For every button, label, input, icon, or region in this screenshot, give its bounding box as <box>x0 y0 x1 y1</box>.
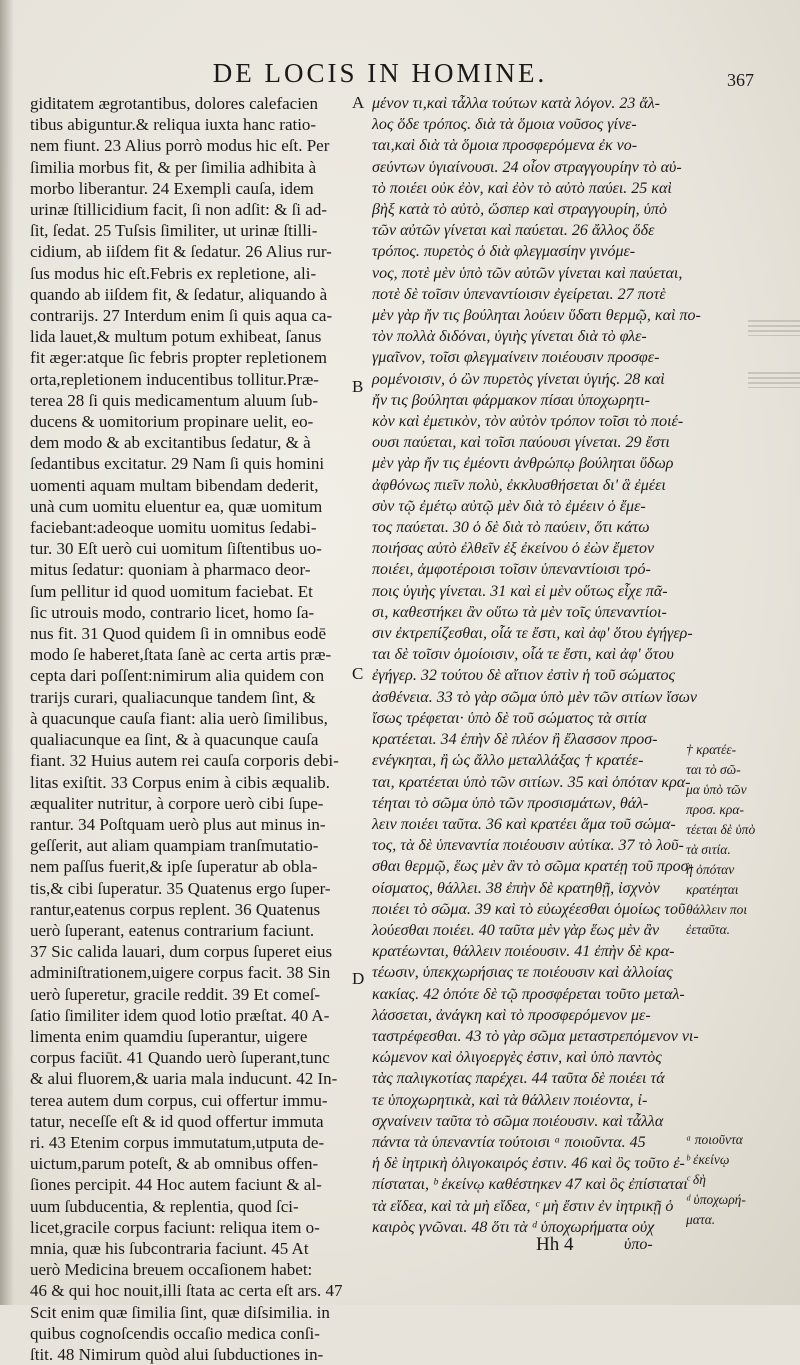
greek-text-line: σὺν τῷ ἐμέτῳ αὐτῷ μὲν διὰ τὸ ἐμέειν ὁ ἔμε- <box>372 497 646 515</box>
margin-note-line: ἢ ὁπόταν <box>686 862 735 877</box>
margin-note-line: μα ὑπὸ τῶν <box>686 782 747 797</box>
latin-text-line: quando ab iiſdem fit, & ſedatur, aliquando à <box>30 284 328 304</box>
latin-text-line: urinæ ſtillicidium facit, ſi non adſit: & ſi ad- <box>30 200 327 220</box>
greek-text-line: κώμενον καὶ ὀλιγοεργὲς ἐστιν, καὶ ὑπὸ παντὸς <box>372 1049 662 1067</box>
latin-text-line: fit æger:atque ſic febris propter repletionem <box>30 348 327 368</box>
latin-text-line: fiant. 32 Huius autem rei cauſa corporis debi- <box>30 751 339 771</box>
greek-text-line: ται δὲ τοῖσιν ὁμοίοισιν, οἷά τε ἔστι, καὶ ἀφ' ὅτου <box>372 646 674 664</box>
greek-text-line: νος, ποτὲ μὲν ὑπὸ τῶν αὐτῶν γίνεται καὶ παύεται, <box>372 264 683 282</box>
latin-text-line: ſtit. 48 Nimirum quòd alui ſubductiones in- <box>30 1344 324 1364</box>
greek-text-line: μένον τι,καὶ τἆλλα τούτων κατὰ λόγον. 23 ἄλ- <box>372 95 661 112</box>
latin-text-line: ducens & uomitorium propinare uelit, eo- <box>30 412 314 432</box>
greek-text-line: τὰ εἴδεα, καὶ τὰ μὴ εἴδεα, ᶜ μὴ ἔστιν ἐν ἰητρικῇ ὁ <box>372 1197 674 1215</box>
greek-text-line: οίσματος, θάλλει. 38 ἐπὴν δὲ κρατηθῇ, ἰσχνὸν <box>372 879 660 897</box>
latin-text-line: & alui fluorem,& uaria mala inducunt. 42 In- <box>30 1069 338 1089</box>
signature-mark: Hh 4 <box>536 1234 574 1255</box>
latin-text-line: unà cum uomitu eluentur ea, quæ uomitum <box>30 496 323 516</box>
latin-text-line: nem fiunt. 23 Alius porrò modus hic eſt. Per <box>30 136 330 156</box>
margin-notes-lower <box>686 1130 792 1230</box>
latin-text-line: terea 28 ſi quis medicamentum aluum ſub- <box>30 390 318 410</box>
latin-text-line: ri. 43 Etenim corpus immutatum,utputa de- <box>30 1132 325 1152</box>
margin-note-line: θάλλειν ποι <box>686 902 748 917</box>
latin-text-line: nus fit. 31 Quod quidem ſi in omnibus eodē <box>30 624 327 644</box>
latin-text-line: à quacunque cauſa fiant: alia uerò ſimilibus, <box>30 708 328 728</box>
latin-text-line: licet,gracile corpus faciunt: reliqua item o- <box>30 1217 320 1237</box>
greek-text-line: σι, καθεστήκει ἂν οὕτω τὰ μὲν τοῖς ὑπεναντίοι- <box>372 603 667 621</box>
latin-text-line: adminiſtrationem,uigere corpus facit. 38 Sin <box>30 963 331 983</box>
latin-text-line: rantur. 34 Poſtquam uerò plus aut minus in- <box>30 814 326 834</box>
greek-text-line: ται,καὶ διὰ τὰ ὅμοια προσφερόμενα ἐκ νο- <box>372 137 638 155</box>
latin-text-line: giditatem ægrotantibus, dolores calefacien <box>30 94 318 113</box>
section-letter-a: A <box>352 93 365 112</box>
greek-text-line: ουσι παύεται, καὶ τοῖσι παύουσι γίνεται. 29 ἔστι <box>372 434 670 452</box>
margin-note-line: ἐεταῦτα. <box>686 922 731 937</box>
greek-text-line: σιν ἐκτρεπίζεσθαι, οἷά τε ἔστι, καὶ ἀφ' ὅτου ἐγήγερ- <box>372 625 693 643</box>
latin-text-line: terea autem dum corpus, cui offertur immu- <box>30 1090 328 1110</box>
greek-text-line: τος παύεται. 30 ὁ δὲ διὰ τὸ παύειν, ὅτι κάτω <box>372 519 650 537</box>
greek-text-line: ἤν τις βούληται φάρμακον πίσαι ὑποχωρητι- <box>372 391 650 409</box>
latin-text-line: modo ſe haberet,ſtata ſanè ac certa artis præ- <box>30 645 332 665</box>
section-letter-b: B <box>352 377 364 396</box>
latin-text-line: morbo liberantur. 24 Exempli cauſa, idem <box>30 178 314 198</box>
greek-text-line: τέηται τὸ σῶμα ὑπὸ τῶν προσισμάτων, θάλ- <box>372 794 649 812</box>
greek-text-line: βὴξ κατὰ τὸ αὐτὸ, ὥσπερ καὶ στραγγουρίη, ὑπὸ <box>372 201 667 219</box>
greek-text-line: γμαῖνον, τοῖσι φλεγμαίνειν ποιέουσιν προσφε- <box>372 349 660 367</box>
section-letter-c: C <box>352 664 364 683</box>
latin-text-line: corpus faciūt. 41 Quando uerò ſuperant,tunc <box>30 1048 330 1068</box>
margin-note-line: τέεται δὲ ὑπὸ <box>686 822 756 837</box>
greek-text-line: πίσταται, ᵇ ἐκείνῳ καθέστηκεν 47 καὶ ὃς ἐπίσταται <box>372 1176 688 1194</box>
greek-text-line: καιρὸς γνῶναι. 48 ὅτι τὰ ᵈ ὑποχωρήματα οὐχ <box>372 1218 655 1236</box>
latin-text-line: ſic utrouis modo, contrario licet, homo ſa- <box>30 602 315 622</box>
latin-text-line: orta,repletionem inducentibus tollitur.Præ- <box>30 369 319 389</box>
margin-note-line: ματα. <box>686 1212 716 1227</box>
gutter-shadow <box>0 0 14 1305</box>
greek-text-line: λούεσθαι ποιέει. 40 ταῦτα μὲν γὰρ ἕως μὲν ἂν <box>372 921 660 939</box>
latin-text-line: 37 Sic calida lauari, dum corpus ſuperet eius <box>30 942 333 962</box>
greek-text-line: ποις ὑγιὴς γίνεται. 31 καὶ εἰ μὲν οὕτως εἶχε πᾶ- <box>372 582 668 600</box>
greek-text-line: τὰς παλιγκοτίας παρέχει. 44 ταῦτα δὲ ποιέει τά <box>372 1070 665 1088</box>
greek-text-line: τὸν πολλὰ διδόναι, ὑγιὴς γίνεται διὰ τὸ φλε- <box>372 328 647 346</box>
latin-text-line: ſedantibus excitatur. 29 Nam ſi quis homini <box>30 454 325 474</box>
greek-text-line: τε ὑποχωρητικὰ, καὶ τὰ θάλλειν ποιέοντα, ἰ- <box>372 1091 648 1109</box>
latin-text-line: rantur,eatenus corpus replent. 36 Quatenus <box>30 899 321 919</box>
running-title: DE LOCIS IN HOMINE. <box>212 58 548 88</box>
margin-note-line: τὰ σιτία. <box>686 842 731 857</box>
latin-text-line: lida lauet,& multum potum exhibeat, ſanus <box>30 327 322 347</box>
latin-text-line: ſum pellitur id quod uomitum faciebat. Et <box>30 581 313 601</box>
margin-note-line: ᵃ ποιοῦντα <box>686 1132 743 1147</box>
latin-text-line: nem paſſus fuerit,& ipſe ſuperatur ab obla- <box>30 857 318 877</box>
greek-text-line: τὸ ποιέει οὐκ ἐὸν, καὶ ἐὸν τὸ αὐτὸ παύει. 25 καὶ <box>372 179 672 197</box>
greek-text-line: τῶν αὐτῶν γίνεται καὶ παύεται. 26 ἄλλος ὅδε <box>372 222 655 240</box>
latin-text-line: ſiones percipit. 44 Hoc autem faciunt & al- <box>30 1175 322 1195</box>
greek-text-line: τρόπος. πυρετὸς ὁ διὰ φλεγμασίην γινόμε- <box>372 243 636 261</box>
greek-text-line: μὲν γὰρ ἤν τις βούληται λούειν ὕδατι θερμῷ, καὶ πο- <box>372 307 701 325</box>
greek-text-line: τος, τὰ δὲ ὑπεναντία ποιέουσιν αὐτίκα. 37 τὸ λοῦ- <box>372 837 684 855</box>
greek-text-line: κὸν καὶ ἐμετικὸν, τὸν αὐτὸν τρόπον τοῖσι τὸ ποιέ- <box>372 413 684 431</box>
latin-text-line: ſatio ſimiliter idem quod lotio præſtat. 40 A- <box>30 1005 330 1025</box>
latin-text-line: qualiacunque ea ſint, & à quacunque cauſa <box>30 730 319 750</box>
latin-text-line: ſimilia morbus fit, & per ſimilia adhibita à <box>30 157 317 177</box>
greek-text-line: λειν ποιέει ταῦτα. 36 καὶ κρατέει ἅμα τοῦ σώμα- <box>372 815 676 833</box>
latin-text-line: limenta enim quamdiu ſuperantur, uigere <box>30 1026 308 1046</box>
latin-text-line: 46 & qui hoc nouit,illi ſtata ac certa eſt ars. 47 <box>30 1281 343 1301</box>
latin-text-line: tis,& cibi ſuperatur. 35 Quatenus ergo ſuper- <box>30 878 331 898</box>
latin-text-line: faciebant:adeoque uomitu uomitus ſedabi- <box>30 518 317 538</box>
greek-text-line: ται, κρατέεται ὑπὸ τῶν σιτίων. 35 καὶ ὁπόταν κρα- <box>372 773 691 791</box>
greek-text-line: ποτὲ δὲ τοῖσιν ὑπεναντίοισιν ἐγείρεται. 27 ποτὲ <box>372 285 666 303</box>
latin-text-line: mitus ſedatur: quoniam à pharmaco deor- <box>30 560 311 580</box>
latin-text-line: tibus abiguntur.& reliqua iuxta hanc ratio- <box>30 115 317 135</box>
latin-column <box>30 93 350 1365</box>
margin-note-line: κρατέηται <box>686 882 739 897</box>
page-header <box>0 58 800 92</box>
greek-text-line: λάσσεται, ἀνάγκη καὶ τὸ προσφερόμενον με- <box>372 1006 651 1024</box>
latin-text-line: uerò Medicina breuem occaſionem habet: <box>30 1260 313 1280</box>
latin-text-line: tatur, neceſſe eſt & id quod offertur immuta <box>30 1111 324 1131</box>
latin-text-line: litas exiſtit. 33 Corpus enim à cibis æqualib. <box>30 772 330 792</box>
greek-text-line: ἴσως τρέφεται· ὑπὸ δὲ τοῦ σώματος τὰ σιτία <box>372 709 647 727</box>
greek-text-line: ἀσθένεια. 33 τὸ γὰρ σῶμα ὑπὸ μὲν τῶν σιτίων ἴσων <box>372 688 697 706</box>
greek-text-line: λος ὅδε τρόπος. διὰ τὰ ὅμοια νοῦσος γίνε- <box>372 116 637 134</box>
latin-text-line: mnia, quæ his ſubcontraria faciunt. 45 At <box>30 1238 309 1258</box>
latin-text-line: trarijs curari, qualiacunque tandem ſint, & <box>30 687 316 707</box>
greek-text-line: σχναίνειν ταῦτα τὸ σῶμα ποιέουσιν. καὶ τἆλλα <box>372 1112 664 1130</box>
margin-note-line: ᵈ ὑποχωρή- <box>686 1192 746 1207</box>
margin-note-line: ᶜ δὴ <box>686 1172 706 1187</box>
latin-text-line: ſit, ſedat. 25 Tuſsis ſimiliter, ut urinæ ſtilli- <box>30 221 318 241</box>
greek-text-line: ποιέει τὸ σῶμα. 39 καὶ τὸ εὐωχέεσθαι ὁμοίως τοῦ <box>372 900 686 918</box>
greek-text-line: τέωσιν, ὑπεκχωρήσιας τε ποιέουσιν καὶ ἀλλοίας <box>372 964 673 982</box>
latin-text-line: tur. 30 Eſt uerò cui uomitum ſiſtentibus uo- <box>30 539 322 559</box>
greek-text-line: ρομένοισιν, ὁ ὢν πυρετὸς γίνεται ὑγιής. 28 καὶ <box>372 370 665 388</box>
page-number: 367 <box>727 70 754 90</box>
greek-text-line: ποιήσας αὐτὸ ἐλθεῖν ἐξ ἐκείνου ὁ ἐὼν ἔμετον <box>372 540 655 558</box>
greek-text-line: ενέγκηται, ἢ ὡς ἄλλο μεταλλάξας † κρατέε- <box>372 752 644 770</box>
bleed-through-mark <box>748 372 800 388</box>
latin-text-line: uomenti aquam multam bibendam dederit, <box>30 475 319 495</box>
greek-text-line: ἐγήγερ. 32 τούτου δὲ αἴτιον ἐστὶν ἡ τοῦ σώματος <box>372 667 676 685</box>
latin-text-line: æqualiter nutritur, à corpore uerò cibi ſupe- <box>30 793 324 813</box>
latin-text-line: uerò ſuperant, eatenus contrarium faciunt. <box>30 920 315 940</box>
greek-text-line: ταστρέφεσθαι. 43 τὸ γὰρ σῶμα μεταστρεπόμενον νι- <box>372 1027 699 1045</box>
latin-text-line: contrarijs. 27 Interdum enim ſi quis aqua ca- <box>30 306 333 326</box>
greek-text-line: σθαι θερμῷ, ἕως μὲν ἂν τὸ σῶμα κρατέῃ τοῦ προσ- <box>372 858 694 876</box>
greek-text-line: ποιέει, ἀμφοτέροισι τοῖσιν ὑπεναντίοισι τρό- <box>372 561 651 579</box>
greek-text-line: μὲν γὰρ ἤν τις ἐμέοντι ἀνθρώπῳ βούληται ὕδωρ <box>372 455 674 473</box>
margin-note-line: † κρατέε- <box>686 742 737 757</box>
latin-text-line: uerò ſuperetur, gracile reddit. 39 Et comeſ- <box>30 984 321 1004</box>
greek-text-line: κρατέωνται, θάλλειν ποιέουσιν. 41 ἐπὴν δὲ κρα- <box>372 943 675 961</box>
latin-text-line: cidium, ab iiſdem fit & ſedatur. 26 Alius rur- <box>30 242 332 262</box>
margin-note-line: ται τὸ σῶ- <box>686 762 741 777</box>
greek-text-line: κρατέεται. 34 ἐπὴν δὲ πλέον ἢ ἔλασσον προσ- <box>372 731 658 749</box>
latin-text-line: quibus cognoſcendis occaſio medica conſi- <box>30 1323 320 1343</box>
catchword: ὑπο- <box>624 1236 653 1253</box>
latin-text-line: Scit enim quæ ſimilia ſint, quæ diſsimilia. in <box>30 1302 330 1322</box>
greek-text-line: πάντα τὰ ὑπεναντία τούτοισι ᵃ ποιοῦντα. 45 <box>372 1133 646 1151</box>
greek-text-line: ἡ δὲ ἰητρικὴ ὀλιγοκαιρός ἐστιν. 46 καὶ ὃς τοῦτο ἐ- <box>372 1155 685 1173</box>
margin-notes-upper <box>686 740 792 940</box>
greek-text-line: ἀφθόνως πιεῖν πολὺ, ἐκκλυσθήσεται δι' ἃ ἐμέει <box>372 476 666 494</box>
latin-text-line: geſſerit, aut aliam quampiam tranſmutatio- <box>30 836 319 856</box>
margin-note-line: προσ. κρα- <box>686 802 744 817</box>
latin-text-line: uictum,parum poteſt, & ab omnibus offen- <box>30 1154 319 1174</box>
latin-text-line: cepta dari poſſent:nimirum alia quidem con <box>30 666 325 686</box>
latin-text-line: uum ſubducentia, & replentia, quod ſci- <box>30 1196 299 1216</box>
latin-text-line: ſus modus hic eſt.Febris ex repletione, ali- <box>30 263 317 283</box>
section-letter-d: D <box>352 969 365 988</box>
margin-note-line: ᵇ ἐκείνῳ <box>686 1152 730 1167</box>
latin-text-line: dem modo & ab excitantibus ſedatur, & à <box>30 433 311 453</box>
greek-text-line: σεύντων ὑγιαίνουσι. 24 οἷον στραγγουρίην τὸ αὐ- <box>372 158 682 176</box>
greek-text-line: κακίας. 42 ὁπότε δὲ τῷ προσφέρεται τοῦτο μεταλ- <box>372 985 685 1003</box>
bleed-through-mark <box>748 320 800 336</box>
